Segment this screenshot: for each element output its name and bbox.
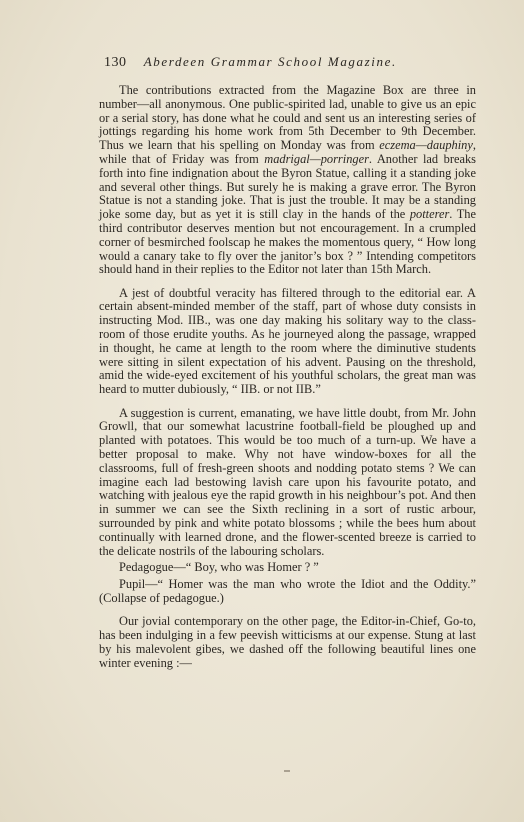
paragraph: [99, 578, 476, 606]
text-run: , while that of Friday was from: [99, 138, 476, 166]
paragraph: [99, 407, 476, 559]
text-run: . Another lad breaks forth into fine indignation about the Byron Statue, calling it a standing joke and several other things. But surely he is making a grave error. The Byron Statue is not a standing joke. That is just the trouble. It may be a standing joke some day, but as yet it is still clay in the hands of the: [99, 151, 476, 222]
page-number: 130: [104, 55, 127, 70]
page-mark: [284, 770, 290, 772]
paragraph: [99, 615, 476, 670]
text-run: Pedagogue—“ Boy, who was Homer ? ”: [119, 560, 319, 575]
text-run: Our jovial contemporary on the other page, the Editor-in-Chief, Go-to, has been indulging in a few peevish witticisms at our expense. Stung at last by his malevolent gibes, we dashed off the following beautiful lines one winter evening :—: [99, 614, 476, 670]
text-run: The contributions extracted from the Magazine Box are three in number—all anonymous. One public-spirited lad, unable to give us an epic or a serial story, has done what he could and sent us an interesting series of jottings regarding his home work from 5th December to 9th December. Thus we learn that his spelling on Monday was from: [99, 83, 476, 153]
running-header: [104, 54, 484, 71]
text-run: A jest of doubtful veracity has filtered through to the editorial ear. A certain absent-minded member of the staff, part of whose duty consists in instructing Mod. IIB., was one day making his solitary way to the class-room of those erudite youths. As he journeyed along the passage, wrapped in thought, he came at length to the room where the diminutive students were sitting in silent expectation of his advent. Pausing on the threshold, amid the wide-eyed excitement of his youthful scholars, the great man was heard to mutter dubiously, “ IIB. or not IIB.”: [99, 285, 476, 397]
magazine-title: Aberdeen Grammar School Magazine.: [143, 54, 397, 69]
paragraph: [99, 561, 476, 575]
italic-term: eczema—dauphiny: [379, 138, 473, 153]
text-run: Pupil—“ Homer was the man who wrote the Idiot and the Oddity.” (Collapse of pedagogue.): [99, 577, 476, 605]
paragraph: [99, 84, 476, 277]
italic-term: madrigal—porringer: [264, 151, 369, 166]
article-body: [99, 84, 476, 680]
paragraph: [99, 287, 476, 397]
italic-term: potterer: [409, 207, 450, 222]
text-run: . The third contributor deserves mention but not encouragement. In a crumpled corner of besmirched foolscap he makes the momentous query, “ How long would a canary take to fly over the janitor’s box ? ” Intending competitors should hand in their replies to the Editor not later than 15th March.: [99, 207, 476, 277]
text-run: A suggestion is current, emanating, we have little doubt, from Mr. John Growll, that our somewhat lacustrine football-field be ploughed up and planted with potatoes. This would be too much of a turn-up. We have a better proposal to make. Why not have window-boxes for all the classrooms, full of fresh-green shoots and nodding potato stems ? We can imagine each lad bestowing lavish care upon his favourite potato, and watching with jealous eye the rapid growth in his neighbour’s pot. And then in summer we can see the Sixth reclining in a sort of rustic arbour, surrounded by pink and white potato blossoms ; while the bees hum about continually with learned drone, and the flower-scented breeze is carried to the delicate nostrils of the labouring scholars.: [99, 405, 476, 558]
